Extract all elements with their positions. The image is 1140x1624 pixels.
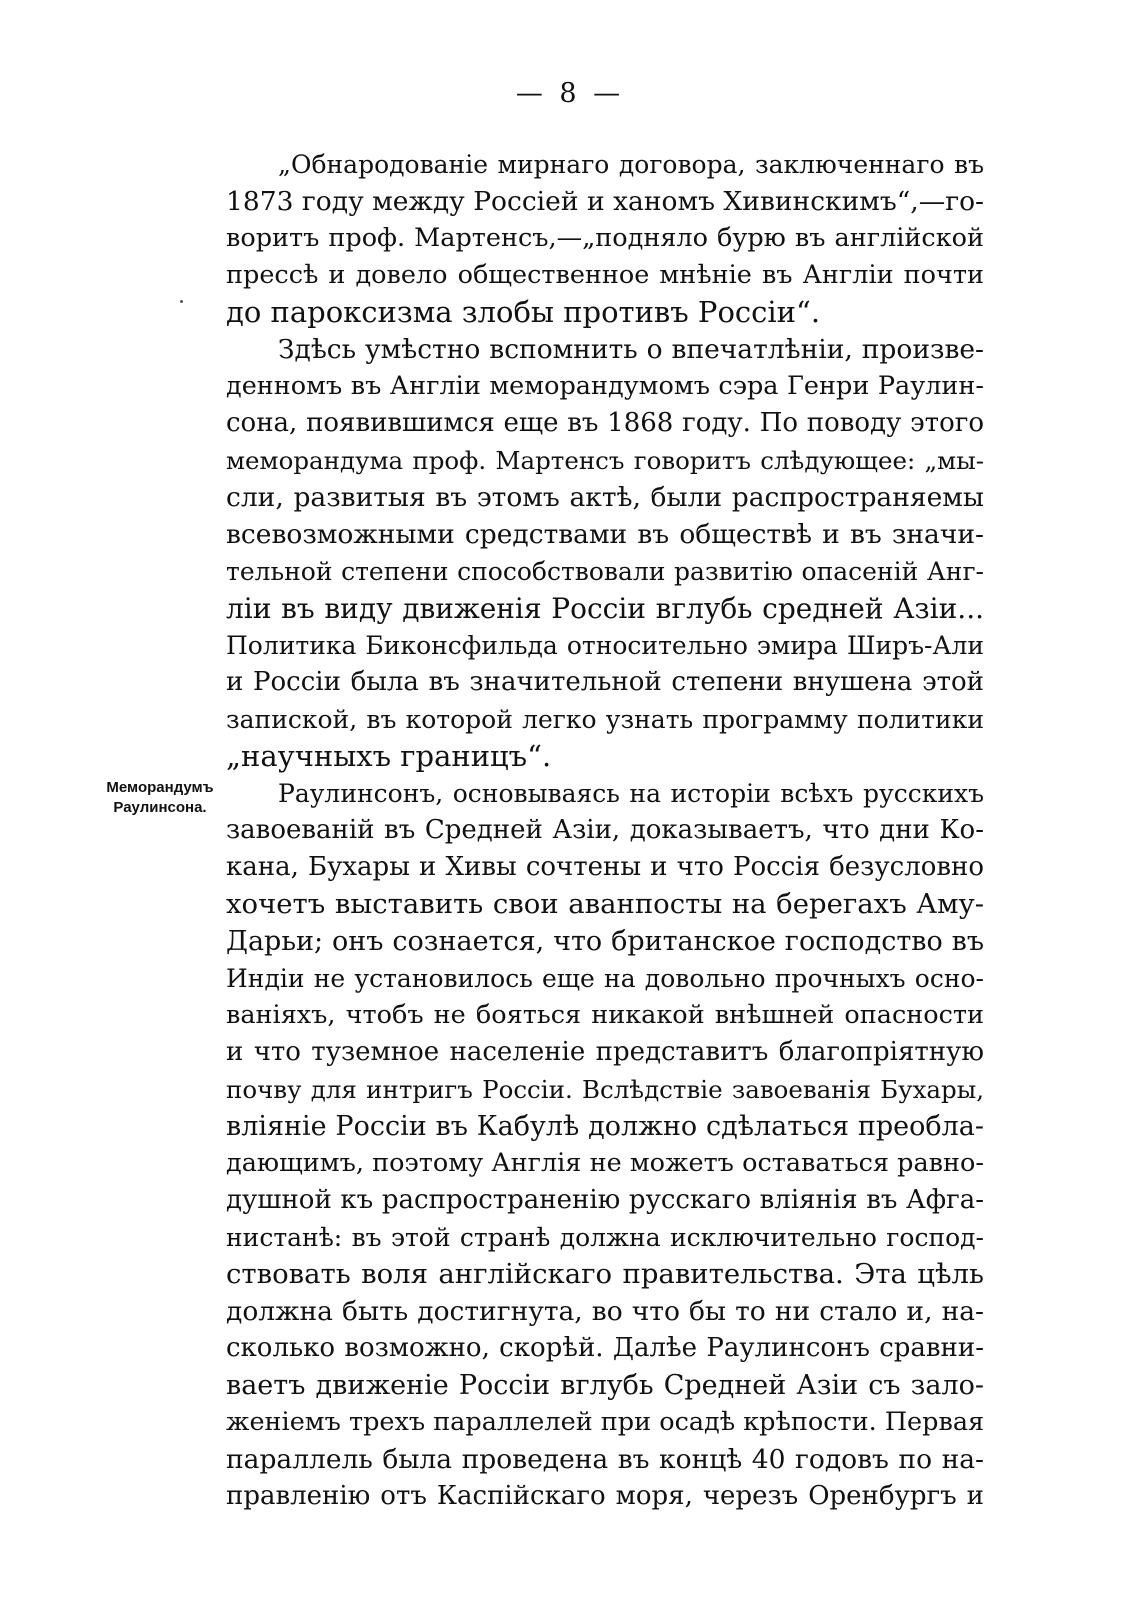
text-line: душной къ распространенію русскаго вліянія въ Афга- bbox=[226, 1185, 984, 1215]
text-line: тельной степени способствовали развитію опасеній Анг- bbox=[226, 557, 984, 586]
margin-note-line-2: Раулинсона. bbox=[113, 799, 207, 816]
text-line: сона, появившимся еще въ 1868 году. По поводу этого bbox=[226, 408, 984, 438]
text-line: параллель была проведена въ концѣ 40 годовъ по на- bbox=[226, 1444, 984, 1475]
text-line: ствовать воля англійскаго правительства. Эта цѣль bbox=[226, 1258, 984, 1290]
text-line: и Россіи была въ значительной степени внушена этой bbox=[226, 667, 984, 697]
text-line: „научныхъ границъ“. bbox=[226, 739, 552, 773]
text-line: должна быть достигнута, во что бы то ни стало и, на- bbox=[226, 1296, 984, 1327]
text-line: ліи въ виду движенія Россіи вглубь средней Азіи... bbox=[226, 592, 984, 625]
paragraph-3 bbox=[226, 775, 984, 1515]
paragraph-2 bbox=[226, 331, 984, 775]
margin-note-line-1: Меморандумъ bbox=[106, 779, 214, 796]
text-line: почву для интригъ Россіи. Вслѣдствіе завоеванія Бухары, bbox=[226, 1075, 984, 1104]
text-line: меморандума проф. Мартенсъ говоритъ слѣдующее: „мы- bbox=[226, 446, 984, 475]
text-line: кана, Бухары и Хивы сочтены и что Россія безусловно bbox=[226, 852, 984, 882]
text-line: дающимъ, поэтому Англія не можетъ оставаться равно- bbox=[226, 1148, 984, 1178]
text-line: Дарьи; онъ сознается, что британское господство въ bbox=[226, 926, 984, 957]
scan-speck bbox=[180, 300, 183, 303]
text-line: ваетъ движеніе Россіи вглубь Средней Азіи съ зало- bbox=[226, 1370, 984, 1401]
text-line: „Обнародованіе мирнаго договора, заключеннаго въ bbox=[278, 150, 984, 179]
text-line: вліяніе Россіи въ Кабулѣ должно сдѣлаться преобла- bbox=[226, 1111, 984, 1142]
text-line: женіемъ трехъ параллелей при осадѣ крѣпости. Первая bbox=[226, 1407, 984, 1437]
text-line: нистанѣ: въ этой странѣ должна исключительно господ- bbox=[226, 1223, 984, 1252]
text-line: завоеваній въ Средней Азіи, доказываетъ, что дни Ко- bbox=[226, 815, 984, 845]
text-line: правленію отъ Каспійскаго моря, черезъ Оренбургъ и bbox=[226, 1481, 984, 1511]
text-line: сколько возможно, скорѣй. Далѣе Раулинсонъ сравни- bbox=[226, 1333, 984, 1363]
margin-note bbox=[90, 778, 230, 818]
text-line: Раулинсонъ, основываясь на исторіи всѣхъ русскихъ bbox=[278, 779, 984, 808]
text-line: ваніяхъ, чтобъ не бояться никакой внѣшней опасности bbox=[226, 1000, 984, 1030]
text-line: до пароксизма злобы противъ Россіи“. bbox=[226, 295, 821, 329]
text-line: Индіи не установилось еще на довольно прочныхъ осно- bbox=[226, 964, 984, 993]
text-line: Политика Биконсфильда относительно эмира Ширъ-Али bbox=[226, 631, 984, 660]
text-line: прессѣ и довело общественное мнѣніе въ Англіи почти bbox=[226, 260, 984, 290]
text-line: 1873 году между Россіей и ханомъ Хивинскимъ“,—го- bbox=[226, 186, 984, 217]
text-line: и что туземное населеніе представитъ благопріятную bbox=[226, 1037, 984, 1067]
text-line: запиской, въ которой легко узнать программу политики bbox=[226, 705, 984, 734]
text-line: воритъ проф. Мартенсъ,—„подняло бурю въ англійской bbox=[226, 223, 984, 253]
body-text bbox=[226, 146, 984, 1515]
text-line: хочетъ выставить свои аванпосты на берегахъ Аму- bbox=[226, 888, 984, 920]
text-line: сли, развитыя въ этомъ актѣ, были распространяемы bbox=[226, 482, 984, 513]
text-line: всевозможными средствами въ обществѣ и въ значи- bbox=[226, 519, 984, 550]
text-line: денномъ въ Англіи меморандумомъ сэра Генри Раулин- bbox=[226, 371, 984, 401]
text-line: Здѣсь умѣстно вспомнить о впечатлѣніи, произве- bbox=[278, 334, 984, 365]
page-number: — 8 — bbox=[515, 78, 625, 109]
paragraph-1 bbox=[226, 146, 984, 331]
